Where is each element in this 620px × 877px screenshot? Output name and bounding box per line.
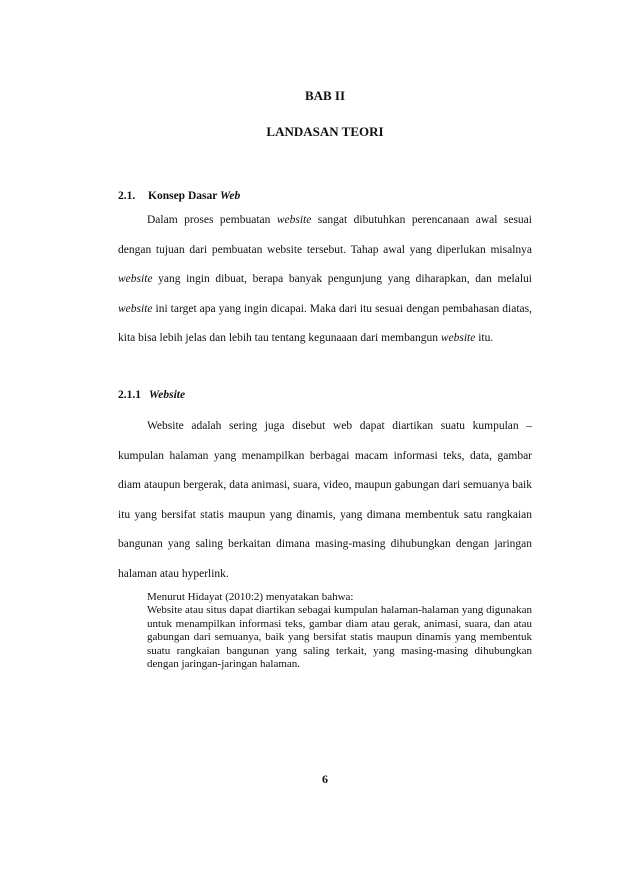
section-number: 2.1. (118, 190, 136, 202)
section-title-italic: Web (220, 190, 241, 202)
italic-term: website (118, 273, 153, 285)
section-number: 2.1.1 (118, 389, 141, 401)
italic-term: website (118, 302, 153, 315)
page-number: 6 (322, 772, 328, 786)
section-heading-2-1 (118, 190, 240, 202)
paragraph-text: ini target apa yang ingin dicapai. Maka dari itu sesuai dengan pembahasan diatas, kita bisa lebih jelas dan lebih tau tentang kegunaaan dari membangun (118, 302, 532, 344)
section-title-italic: Website (148, 389, 186, 401)
quote-intro: Menurut Hidayat (2010:2) menyatakan bahwa: (147, 591, 354, 603)
section-title: Konsep Dasar (148, 190, 220, 202)
paragraph-website (118, 412, 532, 589)
paragraph-konsep-dasar (118, 206, 532, 354)
paragraph-text: sangat dibutuhkan perencanaan awal sesuai dengan tujuan dari pembuatan website tersebut. Tahap awal yang diperlukan misalnya (118, 214, 532, 256)
italic-term: website (276, 214, 312, 226)
chapter-title: LANDASAN TEORI (266, 124, 384, 139)
block-quote: Website atau situs dapat diartikan sebagai kumpulan halaman-halaman yang digunakan untuk menampilkan informasi teks, gambar diam atau gerak, animasi, suara, dan atau gabungan dari semuanya, baik yang bersifat statis maupun dinamis yang membentuk suatu rangkaian bangunan yang saling terkait, yang masing-masing dihubungkan dengan jaringan-jaringan halaman. (147, 604, 532, 671)
chapter-number: BAB II (304, 88, 346, 103)
paragraph-text: Dalam proses pembuatan (147, 214, 277, 226)
paragraph-text: yang ingin dibuat, berapa banyak pengunjung yang diharapkan, dan melalui (152, 273, 532, 285)
paragraph-text: itu. (475, 332, 494, 344)
paragraph-text: Website adalah sering juga disebut web dapat diartikan suatu kumpulan – kumpulan halaman yang menampilkan berbagai macam informasi teks, data, gambar diam ataupun bergerak, data animasi, suara, video, maupun gabungan dari semuanya baik itu yang bersifat statis maupun yang dinamis, yang dimana membentuk satu rangkaian bangunan yang saling berkaitan dimana masing-masing dihubungkan dengan jaringan halaman atau hyperlink. (118, 420, 532, 580)
section-heading-2-1-1 (118, 389, 185, 401)
italic-term: website (440, 332, 476, 344)
